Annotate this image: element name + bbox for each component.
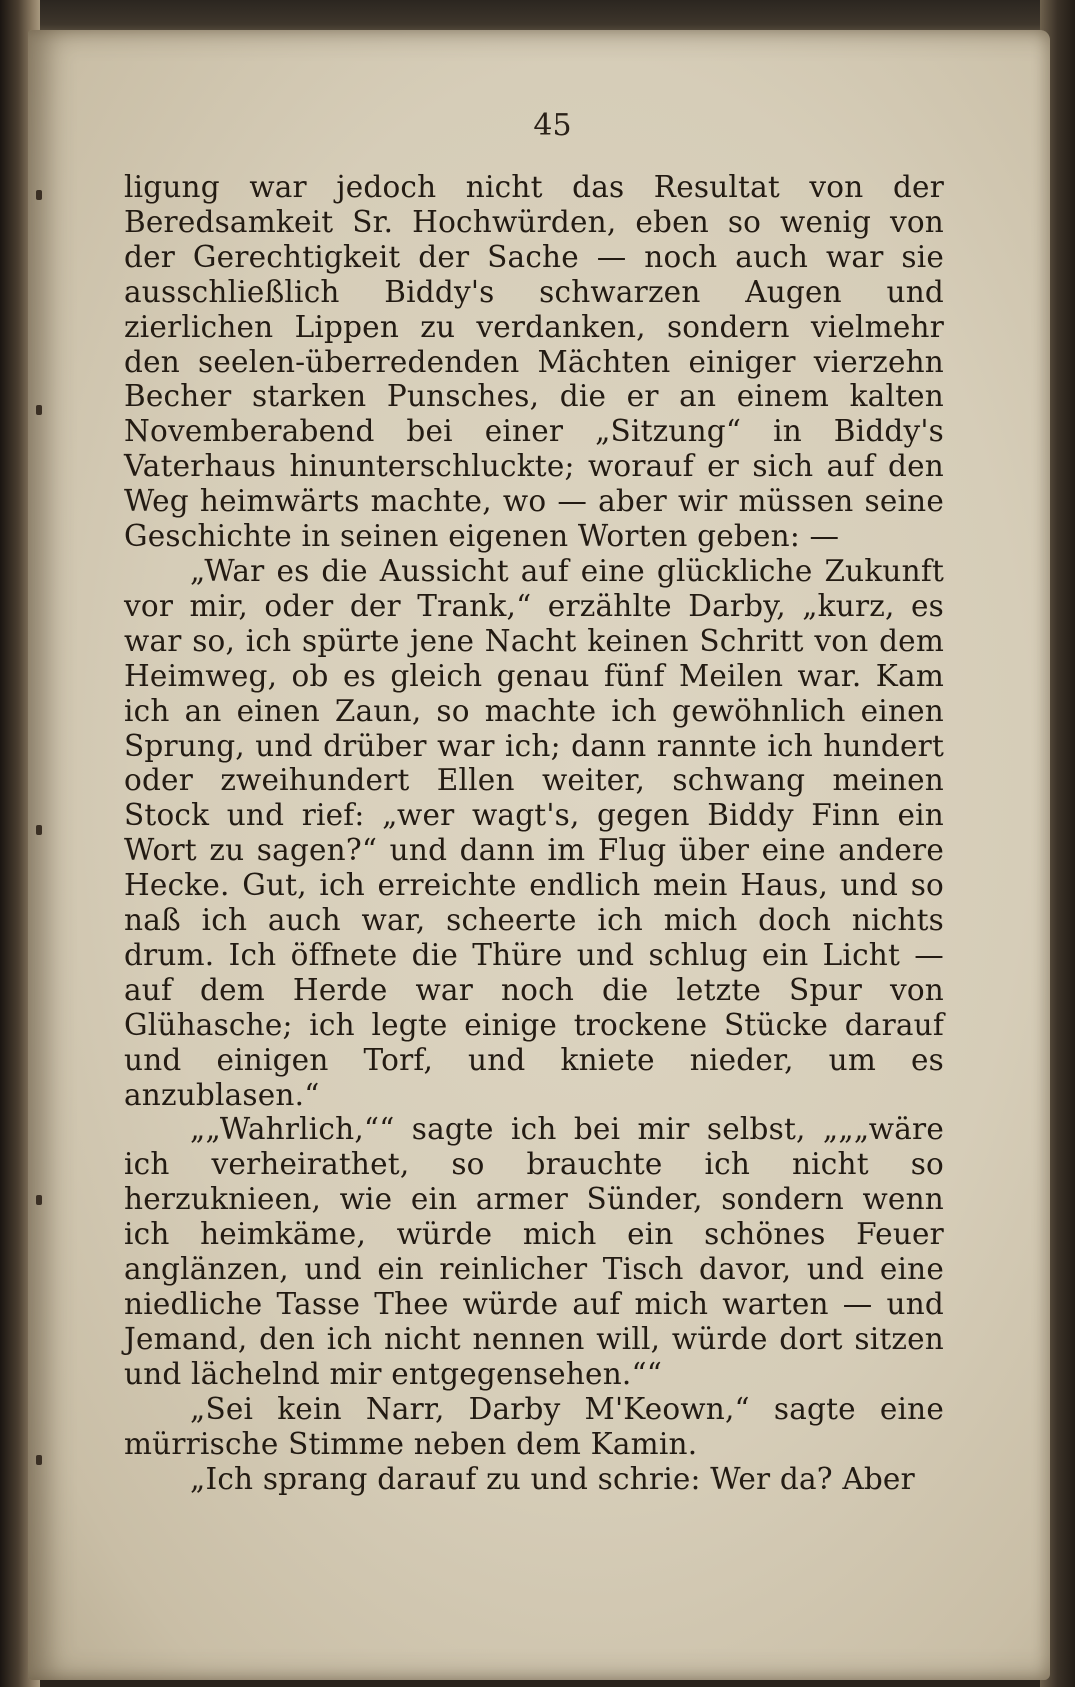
paragraph: „Sei kein Narr, Darby M'Keown,“ sagte eine mürrische Stimme neben dem Kamin. — [124, 1391, 944, 1461]
margin-mark — [36, 1455, 42, 1465]
margin-mark — [36, 1195, 42, 1205]
paragraph-continuation: ligung war jedoch nicht das Resultat von der Beredsamkeit Sr. Hochwürden, eben so wenig von der Gerechtigkeit der Sache — noch auch war sie ausschließlich Biddy's schwarzen Augen und zierlichen Lippen zu verdanken, sondern vielmehr den seelen-überredenden Mächten einiger vierzehn Becher starken Punsches, die er an einem kalten Novemberabend bei einer „Sitzung“ in Biddy's Vaterhaus hinunterschluckte; worauf er sich auf den Weg heimwärts machte, wo — aber wir müssen seine Geschichte in seinen eigenen Worten geben: — — [124, 170, 944, 554]
margin-mark — [36, 405, 42, 415]
paragraph: „Ich sprang darauf zu und schrie: Wer da? Aber — [190, 1461, 915, 1496]
margin-mark — [36, 825, 42, 835]
body-text — [124, 170, 944, 1496]
paragraph: „War es die Aussicht auf eine glückliche Zukunft vor mir, oder der Trank,“ erzählte Darby, „kurz, es war so, ich spürte jene Nacht keinen Schritt von dem Heimweg, ob es gleich genau fünf Meilen war. Kam ich an einen Zaun, so machte ich gewöhnlich einen Sprung, und drüber war ich; dann rannte ich hundert oder zweihundert Ellen weiter, schwang meinen Stock und rief: „wer wagt's, gegen Biddy Finn ein Wort zu sagen?“ und dann im Flug über eine andere Hecke. Gut, ich erreichte endlich mein Haus, und so naß ich auch war, scheerte ich mich doch nichts drum. Ich öffnete die Thüre und schlug ein Licht — auf dem Herde war noch die letzte Spur von Glühasche; ich legte einige trockene Stücke darauf und einigen Torf, und kniete nieder, um es anzublasen.“ — [124, 553, 944, 1112]
page-number: 45 — [533, 108, 572, 143]
paragraph: „„Wahrlich,““ sagte ich bei mir selbst, „„„wäre ich verheirathet, so brauchte ich nicht so herzuknieen, wie ein armer Sünder, sondern wenn ich heimkäme, würde mich ein schönes Feuer anglänzen, und ein reinlicher Tisch davor, und eine niedliche Tasse Thee würde auf mich warten — und Jemand, den ich nicht nennen will, würde dort sitzen und lächelnd mir entgegensehen.““ — [124, 1112, 944, 1391]
margin-mark — [36, 190, 42, 200]
